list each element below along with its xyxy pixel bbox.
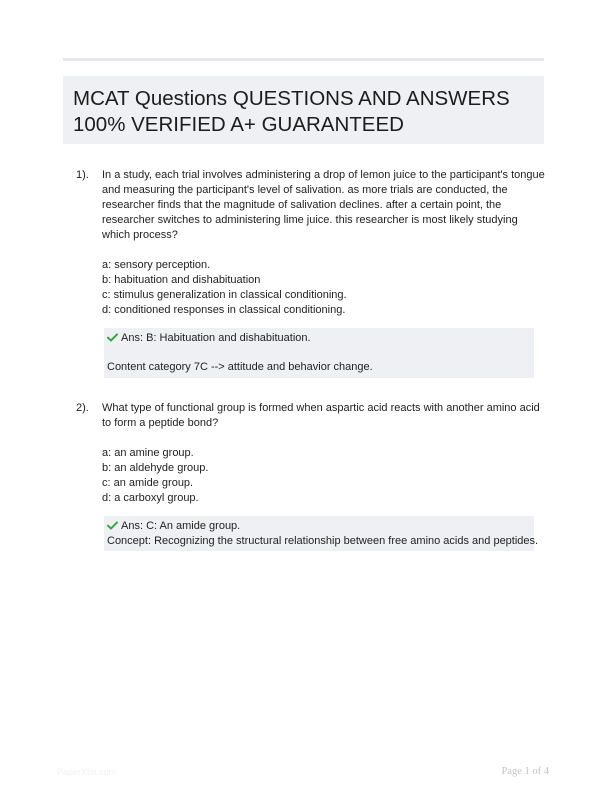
- title-line-1: MCAT Questions QUESTIONS AND ANSWERS: [73, 87, 510, 110]
- question-number: 2).: [76, 402, 89, 414]
- answer-text: Ans: C: An amide group.: [121, 520, 241, 532]
- answer-note: Content category 7C --> attitude and behavior change.: [107, 361, 373, 373]
- question-body: [102, 168, 545, 318]
- option-a: a: an amine group.: [102, 447, 194, 459]
- option-a: a: sensory perception.: [102, 259, 211, 271]
- page-indicator: Page 1 of 4: [501, 766, 549, 777]
- question-number: 1).: [76, 169, 89, 181]
- title-line-2: 100% VERIFIED A+ GUARANTEED: [73, 113, 404, 136]
- question-text-line: researcher finds that the magnitude of salivation declines. after a certain point, the: [102, 199, 502, 211]
- question-text-line: to form a peptide bond?: [102, 417, 219, 429]
- question-text-line: and measuring the participant's level of salivation. as more trials are conducted, the: [102, 184, 508, 196]
- question-text-line: researcher switches to administering lime juice. this researcher is most likely studying: [102, 214, 518, 226]
- question-text-line: which process?: [102, 229, 178, 241]
- answer-note: Concept: Recognizing the structural relationship between free amino acids and peptides.: [107, 535, 539, 547]
- option-d: d: conditioned responses in classical conditioning.: [102, 304, 346, 316]
- option-b: b: habituation and dishabituation: [102, 274, 261, 286]
- check-icon: [107, 521, 118, 530]
- answer-box-1: [104, 328, 534, 378]
- document-title: [63, 76, 544, 144]
- answer-line: [107, 331, 534, 346]
- answer-box-2: [104, 516, 539, 551]
- answer-line: [107, 519, 534, 534]
- watermark: PaperXbit.com: [57, 767, 117, 777]
- option-c: c: an amide group.: [102, 477, 194, 489]
- question-text-line: In a study, each trial involves administering a drop of lemon juice to the participant's tongue: [102, 169, 545, 181]
- answer-text: Ans: B: Habituation and dishabituation.: [121, 332, 311, 344]
- answer-options: [102, 258, 536, 318]
- check-icon: [107, 333, 118, 342]
- option-b: b: an aldehyde group.: [102, 462, 209, 474]
- top-divider: [63, 58, 544, 61]
- question-body: [102, 401, 540, 506]
- option-c: c: stimulus generalization in classical conditioning.: [102, 289, 347, 301]
- option-d: d: a carboxyl group.: [102, 492, 199, 504]
- question-text-line: What type of functional group is formed when aspartic acid reacts with another amino acid: [102, 402, 540, 414]
- answer-options: [102, 446, 536, 506]
